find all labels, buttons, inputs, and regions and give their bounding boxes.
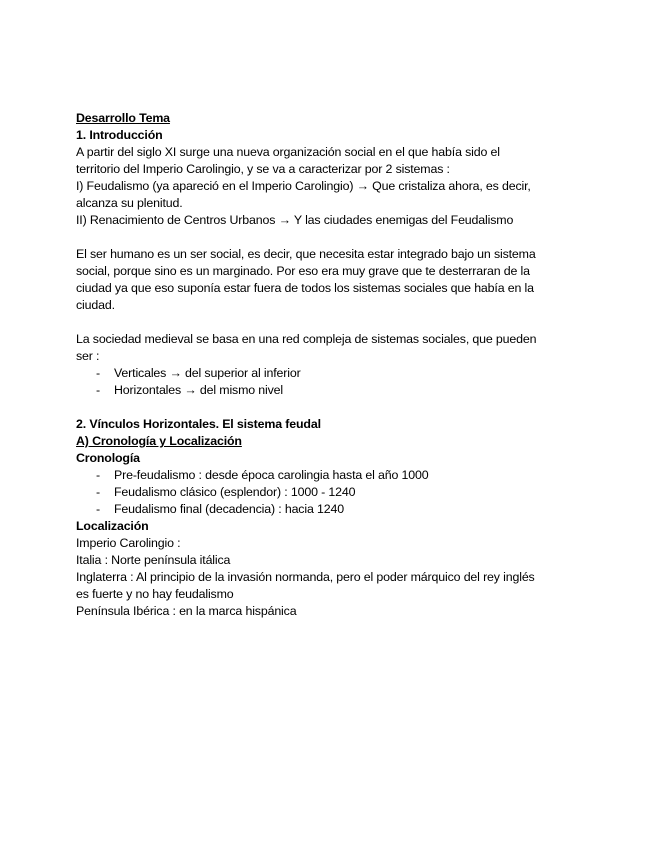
list-bullet: - [96,383,100,397]
social-paragraph-line: ciudad ya que eso suponía estar fuera de todos los sistemas sociales que había en la [76,281,534,295]
cronologia-heading: Cronología [76,451,140,465]
cronologia-list [76,467,576,518]
intro-line: territorio del Imperio Carolingio, y se va a caracterizar por 2 sistemas : [76,162,450,176]
list-item [76,382,576,399]
list-item [76,365,576,382]
paragraph-spacer [76,399,576,416]
list-item [76,484,576,501]
intro-heading: 1. Introducción [76,128,163,142]
list-item-text: Pre-feudalismo : desde época carolingia hasta el año 1000 [114,468,429,482]
document-title: Desarrollo Tema [76,111,170,125]
paragraph-spacer [76,314,576,331]
localizacion-line: Península Ibérica : en la marca hispánica [76,604,297,618]
list-item-text: Feudalismo clásico (esplendor) : 1000 - 1240 [114,485,356,499]
systems-list [76,365,576,399]
localizacion-line: Inglaterra : Al principio de la invasión normanda, pero el poder márquico del rey inglés [76,570,535,584]
intro-line: I) Feudalismo (ya apareció en el Imperio Carolingio) → Que cristaliza ahora, es decir, [76,179,531,193]
paragraph-spacer [76,229,576,246]
list-bullet: - [96,485,100,499]
localizacion-line: Imperio Carolingio : [76,536,181,550]
localizacion-heading: Localización [76,519,149,533]
list-item-text: Horizontales → del mismo nivel [114,383,284,397]
list-bullet: - [96,502,100,516]
social-paragraph-line: social, porque sino es un marginado. Por eso era muy grave que te desterraran de la [76,264,530,278]
list-item [76,467,576,484]
intro-line: A partir del siglo XI surge una nueva organización social en el que había sido el [76,145,500,159]
intro-line: II) Renacimiento de Centros Urbanos → Y las ciudades enemigas del Feudalismo [76,213,514,227]
medieval-paragraph-line: ser : [76,349,100,363]
social-paragraph-line: ciudad. [76,298,115,312]
intro-line: alcanza su plenitud. [76,196,183,210]
section-2-heading: 2. Vínculos Horizontales. El sistema feudal [76,417,321,431]
subsection-a-heading: A) Cronología y Localización [76,434,242,448]
social-paragraph-line: El ser humano es un ser social, es decir, que necesita estar integrado bajo un sistema [76,247,536,261]
list-item-text: Feudalismo final (decadencia) : hacia 1240 [114,502,344,516]
localizacion-line: Italia : Norte península itálica [76,553,231,567]
medieval-paragraph-line: La sociedad medieval se basa en una red compleja de sistemas sociales, que pueden [76,332,537,346]
localizacion-line: es fuerte y no hay feudalismo [76,587,234,601]
list-bullet: - [96,468,100,482]
list-bullet: - [96,366,100,380]
list-item-text: Verticales → del superior al inferior [114,366,301,380]
document-page [76,110,576,620]
list-item [76,501,576,518]
